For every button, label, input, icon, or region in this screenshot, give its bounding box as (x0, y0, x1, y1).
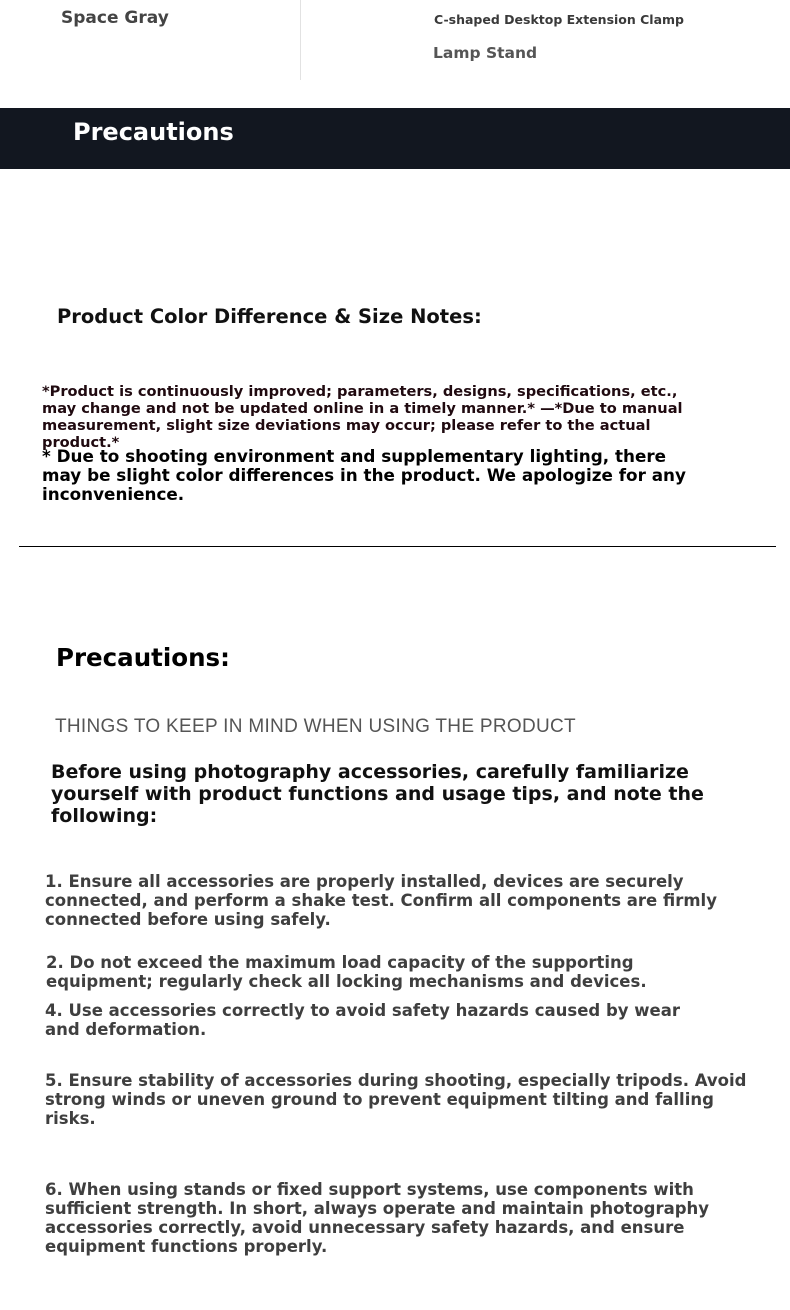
notes-heading: Product Color Difference & Size Notes: (57, 305, 482, 328)
precautions-intro: Before using photography accessories, carefully familiarize yourself with product functions and usage tips, and note the following: (51, 761, 704, 827)
spec-color-value: Space Gray (61, 8, 169, 28)
precaution-item: 4. Use accessories correctly to avoid safety hazards caused by wear and deformation. (45, 1001, 680, 1039)
precaution-item: 5. Ensure stability of accessories during shooting, especially tripods. Avoid strong winds or uneven ground to prevent equipment tilting and falling risks. (45, 1071, 747, 1128)
banner-title: Precautions (73, 118, 234, 146)
spec-accessory-clamp: C-shaped Desktop Extension Clamp (434, 12, 684, 27)
spec-divider (300, 0, 301, 80)
precaution-item: 2. Do not exceed the maximum load capacity of the supporting equipment; regularly check all locking mechanisms and devices. (46, 953, 647, 991)
precautions-subtitle: THINGS TO KEEP IN MIND WHEN USING THE PRODUCT (55, 716, 576, 737)
precaution-item: 1. Ensure all accessories are properly installed, devices are securely connected, and perform a shake test. Confirm all components are firmly connected before using safely. (45, 872, 717, 929)
precaution-item: 6. When using stands or fixed support systems, use components with sufficient strength. In short, always operate and maintain photography accessories correctly, avoid unnecessary safety hazards, and ensure equipment functions properly. (45, 1180, 710, 1256)
section-divider (19, 546, 776, 547)
precautions-heading: Precautions: (56, 643, 230, 672)
spec-accessory-stand: Lamp Stand (433, 44, 538, 62)
note-color-difference: * Due to shooting environment and supplementary lighting, there may be slight color differences in the product. We apologize for any inconvenience. (42, 446, 686, 504)
note-improvement-measurement: *Product is continuously improved; parameters, designs, specifications, etc., may change and not be updated online in a timely manner.* —*Due to manual measurement, slight size deviations may occur; please refer to the actual product.* (42, 383, 683, 451)
